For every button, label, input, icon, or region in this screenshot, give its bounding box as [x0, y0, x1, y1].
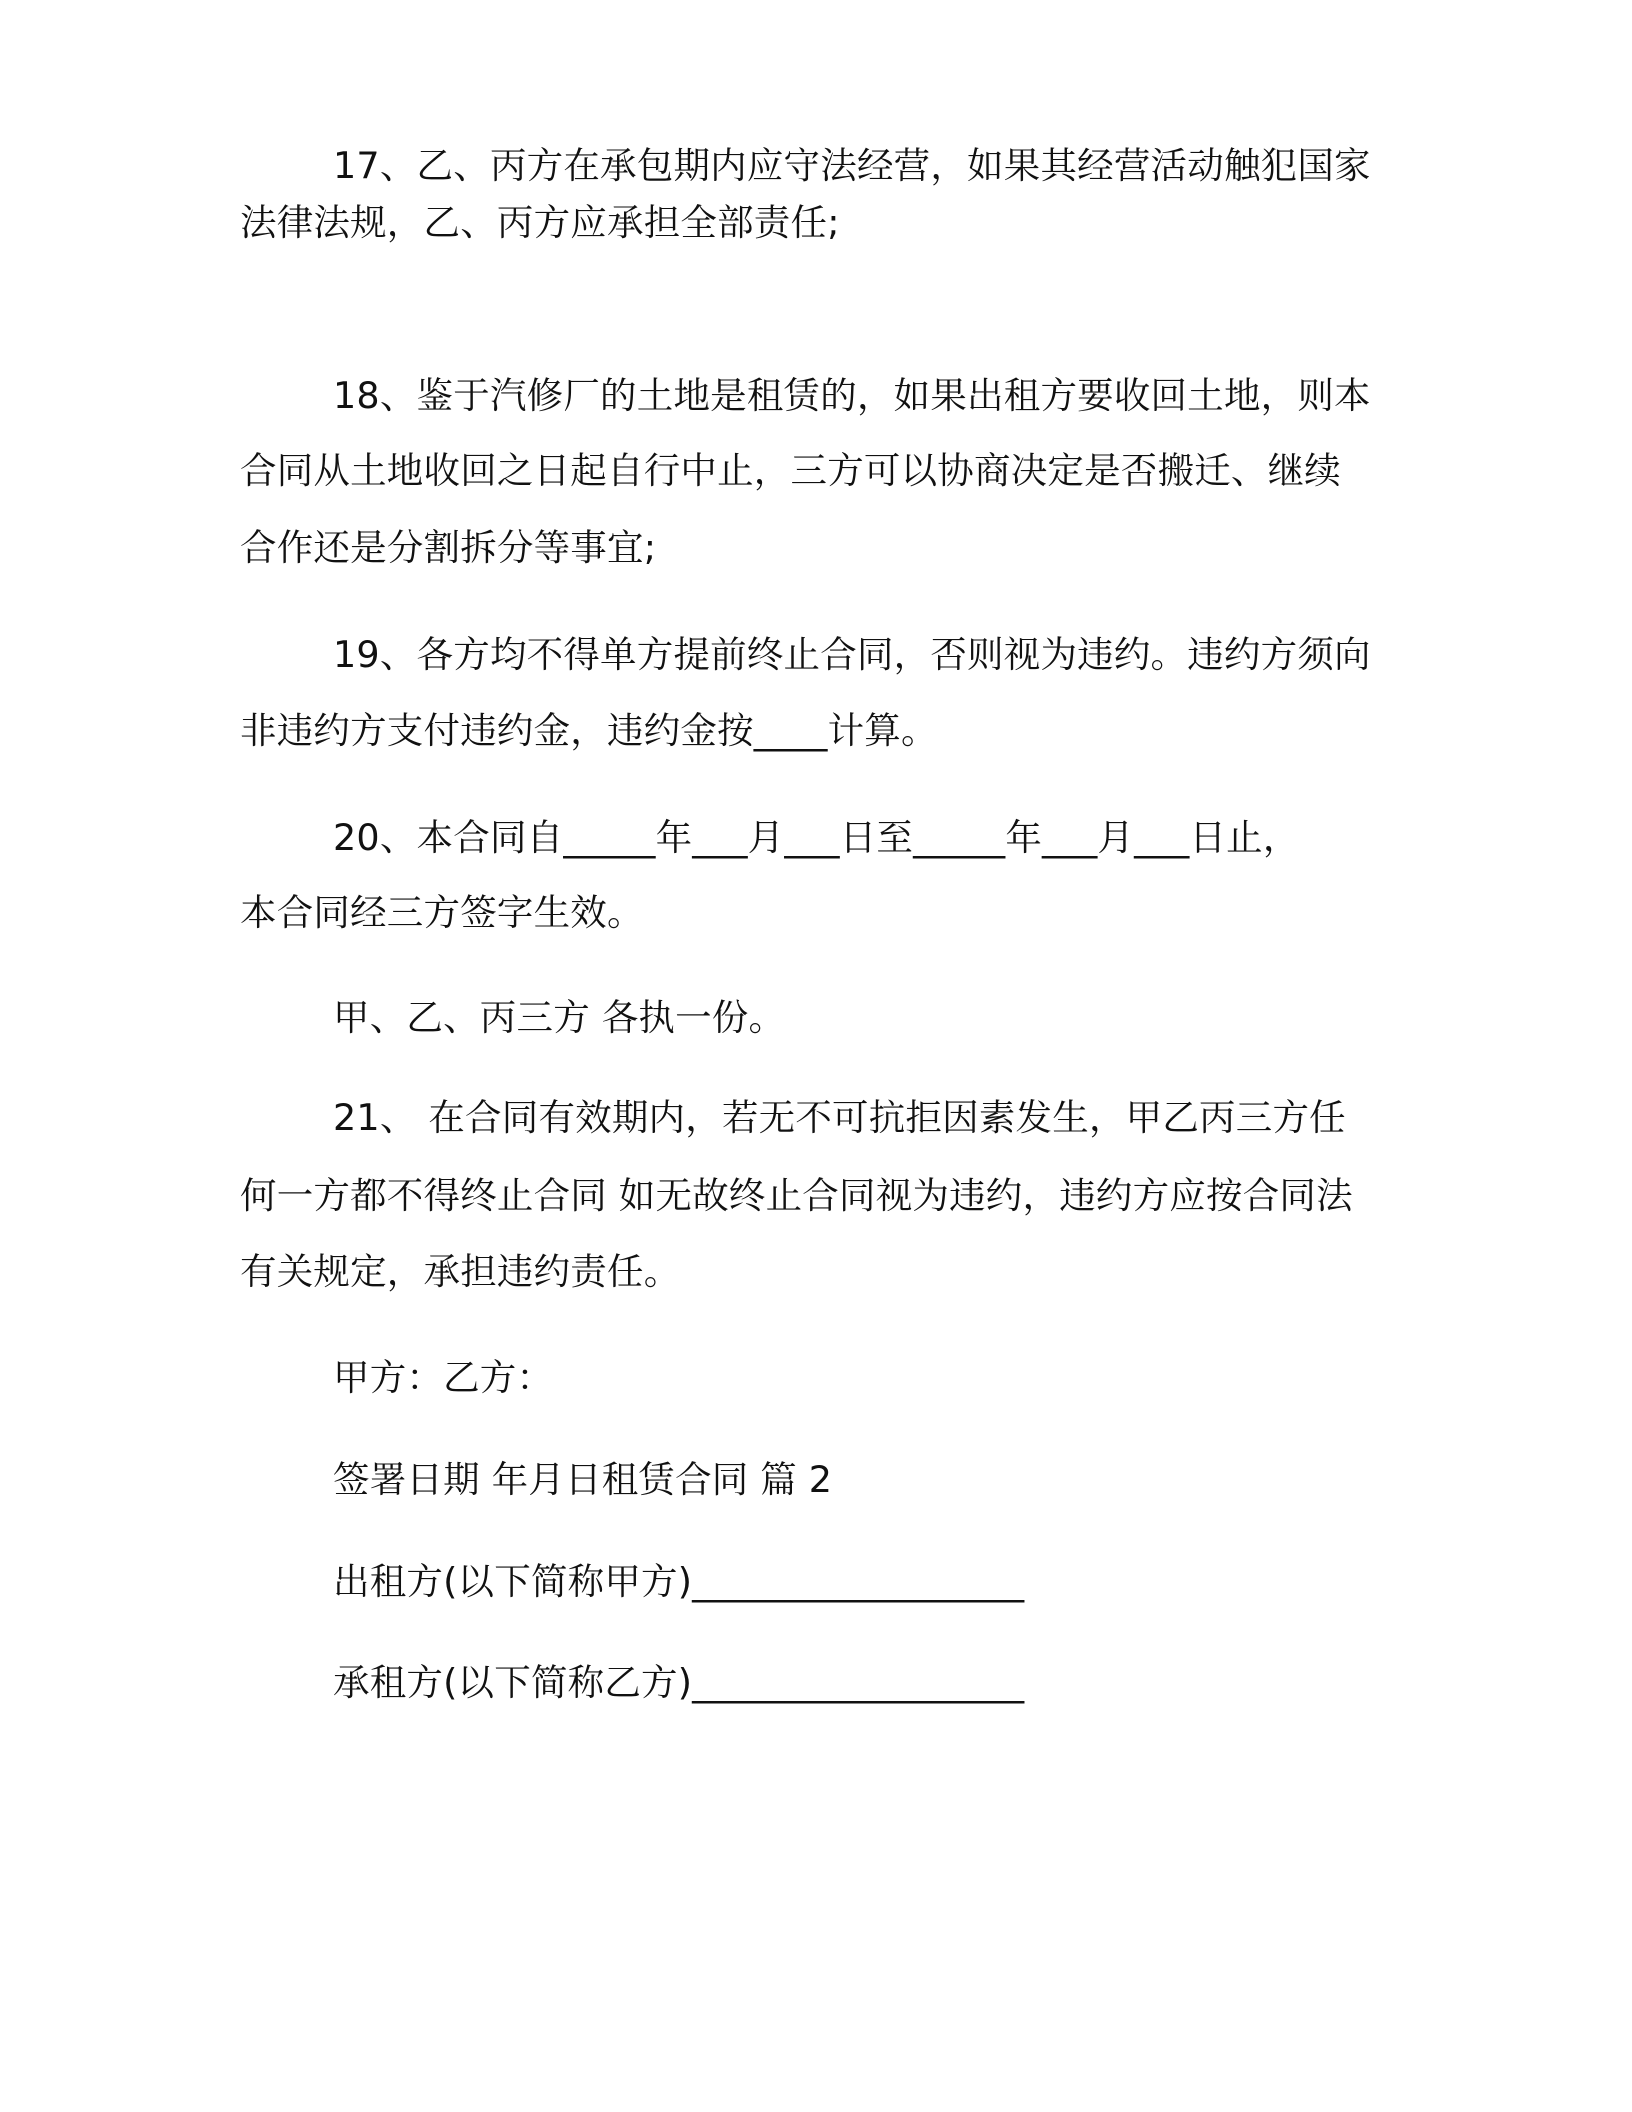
clause-17-line-1: 17、乙、丙方在承包期内应守法经营，如果其经营活动触犯国家	[333, 144, 1371, 187]
lessee-line: 承租方(以下简称乙方)__________________	[333, 1661, 1025, 1704]
clause-18-line-2: 合同从土地收回之日起自行中止，三方可以协商决定是否搬迁、继续	[240, 449, 1341, 492]
copies-line: 甲、乙、丙三方 各执一份。	[333, 996, 786, 1039]
clause-18-line-3: 合作还是分割拆分等事宜;	[240, 526, 657, 569]
lessor-line: 出租方(以下简称甲方)__________________	[333, 1560, 1025, 1603]
clause-19-line-2: 非违约方支付违约金，违约金按____计算。	[240, 709, 938, 752]
clause-20-line-2: 本合同经三方签字生效。	[240, 891, 644, 934]
clause-18-line-1: 18、鉴于汽修厂的土地是租赁的，如果出租方要收回土地，则本	[333, 374, 1371, 417]
clause-21-line-3: 有关规定，承担违约责任。	[240, 1250, 681, 1293]
signature-line: 甲方：乙方：	[333, 1356, 554, 1399]
clause-21-line-1: 21、 在合同有效期内，若无不可抗拒因素发生，甲乙丙三方任	[333, 1096, 1346, 1139]
clause-20-line-1: 20、本合同自_____年___月___日至_____年___月___日止，	[333, 816, 1300, 859]
clause-19-line-1: 19、各方均不得单方提前终止合同，否则视为违约。违约方须向	[333, 633, 1371, 676]
clause-21-line-2: 何一方都不得终止合同 如无故终止合同视为违约，违约方应按合同法	[240, 1174, 1353, 1217]
clause-17-line-2: 法律法规，乙、丙方应承担全部责任;	[240, 201, 840, 244]
sign-date-line: 签署日期 年月日租赁合同 篇 2	[333, 1458, 833, 1501]
